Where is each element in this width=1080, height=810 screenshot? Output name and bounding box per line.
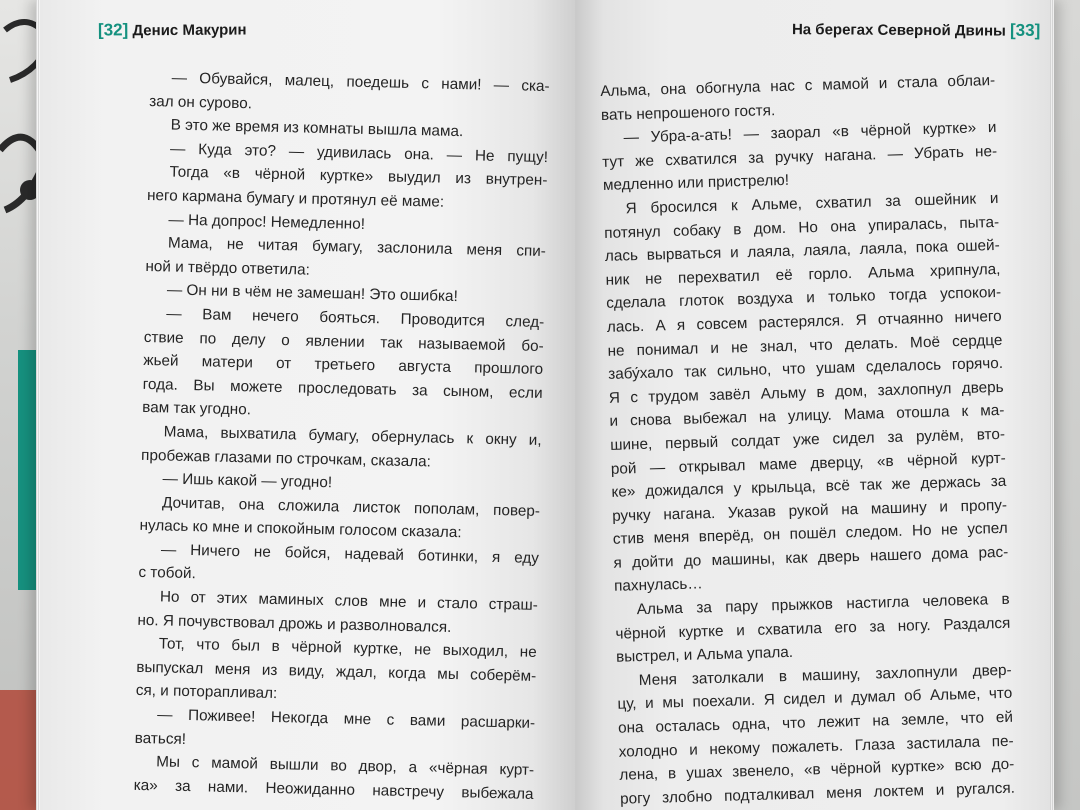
text-line: — Поживее! Некогда мне с вами расшарки-	[157, 706, 536, 732]
text-line: с тобой.	[138, 564, 196, 583]
text-line: Мама, не читая бумагу, заслонила меня спи-	[167, 234, 547, 261]
text-line: ствие по делу о явлении так называемой бо-	[143, 328, 544, 355]
text-line: ваться!	[134, 729, 187, 748]
text-line: — Он ни в чём не замешан! Это ошибка!	[166, 281, 458, 306]
left-running-head: Денис Макурин	[132, 21, 247, 40]
text-line: Но от этих маминых слов мне и стало страш-	[159, 588, 538, 614]
text-line: она осталась одна, что лежит на земле, что ей	[617, 708, 1014, 737]
text-line: Я бросился к Альме, схватил за ошейник и	[625, 189, 999, 218]
text-line: потянул собаку в дом. Но она упиралась, пыта-	[604, 213, 1000, 242]
text-line: чёрной куртке и схватила его за ногу. Раздался	[615, 614, 1011, 643]
text-line: забу́хало так сильно, что ушам сделалось горячо.	[607, 354, 1004, 384]
text-line: вам так угодно.	[142, 399, 252, 419]
text-line: медленно или пристрелю!	[602, 172, 790, 195]
text-line: В это же время из комнаты вышла мама.	[170, 116, 464, 141]
text-line: ник не перехватил её горло. Альма хрипнула,	[605, 260, 1001, 289]
text-line: нулась ко мне и спокойным голосом сказала:	[139, 517, 462, 542]
right-page-number: [33]	[1009, 20, 1041, 40]
text-line: тут же схватился за ручку нагана. — Убрать не-	[602, 142, 998, 171]
text-line: лась. А я совсем растерялся. Я отчаянно ничего	[606, 307, 1002, 336]
text-line: Я с трудом завёл Альму в дом, захлопнул дверь	[608, 378, 1004, 407]
text-line: шине, первый солдат уже сидел за рулём, вто-	[609, 425, 1006, 454]
text-line: — Вам нечего бояться. Проводится след-	[166, 305, 545, 331]
text-line: рогу злобно подталкивал меня локтем и ругался.	[619, 779, 1016, 808]
text-line: цу, и мы поехали. Я сидел и думал об Альме, что	[617, 685, 1013, 714]
text-line: сделала глоток воздуха и только тогда успокои-	[606, 284, 1002, 313]
text-line: жьей матери от третьего августа прошлого	[143, 352, 544, 379]
text-line: холодно и некому пожалеть. Глаза застилала пе-	[618, 732, 1014, 761]
text-line: выпускал меня из виду, ждал, когда мы соберём-	[136, 658, 537, 685]
text-line: Тот, что был в чёрной куртке, не выходил, не	[158, 635, 537, 662]
left-page-header	[98, 19, 247, 40]
text-line: — Обувайся, малец, поедешь с нами! — ска-	[171, 69, 550, 96]
text-line: выстрел, и Альма упала.	[615, 644, 794, 667]
text-line: Мы с мамой вышли во двор, а «чёрная курт-	[156, 753, 535, 780]
text-line: — Куда это? — удивилась она. — Не пущу!	[169, 140, 549, 166]
right-page-header	[792, 19, 1040, 41]
text-line: лась вырваться и лаяла, лаяла, лаяла, пока ошей-	[604, 237, 1000, 266]
text-line: зал он сурово.	[149, 92, 253, 112]
text-line: Альма, она обогнула нас с мамой и стала облаи-	[600, 71, 996, 100]
text-line: ке» дожидался у крыльца, всё так же держась за	[611, 472, 1007, 501]
text-line: Меня затолкали в машину, захлопнули двер-	[638, 661, 1012, 689]
left-page-number: [32]	[97, 20, 129, 40]
text-line: Альма за пару прыжков настигла человека в	[636, 590, 1010, 619]
text-line: пахнулась…	[613, 575, 703, 596]
text-line: не понимал и не знал, что делать. Моё сердце	[607, 331, 1003, 360]
text-line: стив меня вперёд, он пошёл следом. Но не успел	[612, 520, 1008, 549]
text-line: — Ничего не бойся, надевай ботинки, я еду	[160, 541, 540, 567]
text-line: Мама, выхватила бумагу, обернулась к окну и,	[163, 423, 542, 449]
text-line: ка» за нами. Неожиданно навстречу выбежала	[133, 776, 534, 803]
text-line: рой — открывал маме дверцу, «в чёрной курт-	[610, 449, 1006, 478]
text-line: — На допрос! Немедленно!	[168, 211, 366, 233]
left-page-text	[133, 66, 549, 806]
text-line: года. Вы можете проследовать за сыном, если	[142, 375, 543, 402]
text-line: — Ишь какой — угодно!	[162, 470, 333, 492]
text-line: и снова выбежал на улицу. Мама отошла к ма-	[609, 402, 1005, 431]
text-line: ся, и поторапливал:	[135, 682, 278, 703]
right-running-head: На берегах Северной Двины	[791, 21, 1006, 40]
text-line: него кармана бумагу и протянул её маме:	[146, 186, 445, 211]
text-line: вать непрошеного гостя.	[600, 101, 776, 124]
text-line: Тогда «в чёрной куртке» выудил из внутрен-	[169, 163, 548, 190]
text-line: ручку нагана. Указав рукой на машину и пропу-	[611, 496, 1008, 525]
text-line: Дочитав, она сложила листок пополам, повер-	[161, 494, 541, 520]
right-page-text	[600, 69, 1015, 810]
text-line: лена, в ушах звенело, «в чёрной куртке» всю до-	[619, 755, 1015, 784]
text-line: но. Я почувствовал дрожь и разволновался.	[137, 611, 452, 636]
text-line: пробежав глазами по строчкам, сказала:	[140, 446, 432, 470]
text-line: я дойти до машины, как дверь нашего дома рас-	[613, 543, 1009, 572]
text-line: ной и твёрдо ответила:	[145, 257, 310, 279]
text-line: — Убра-а-ать! — заорал «в чёрной куртке» и	[623, 119, 997, 147]
